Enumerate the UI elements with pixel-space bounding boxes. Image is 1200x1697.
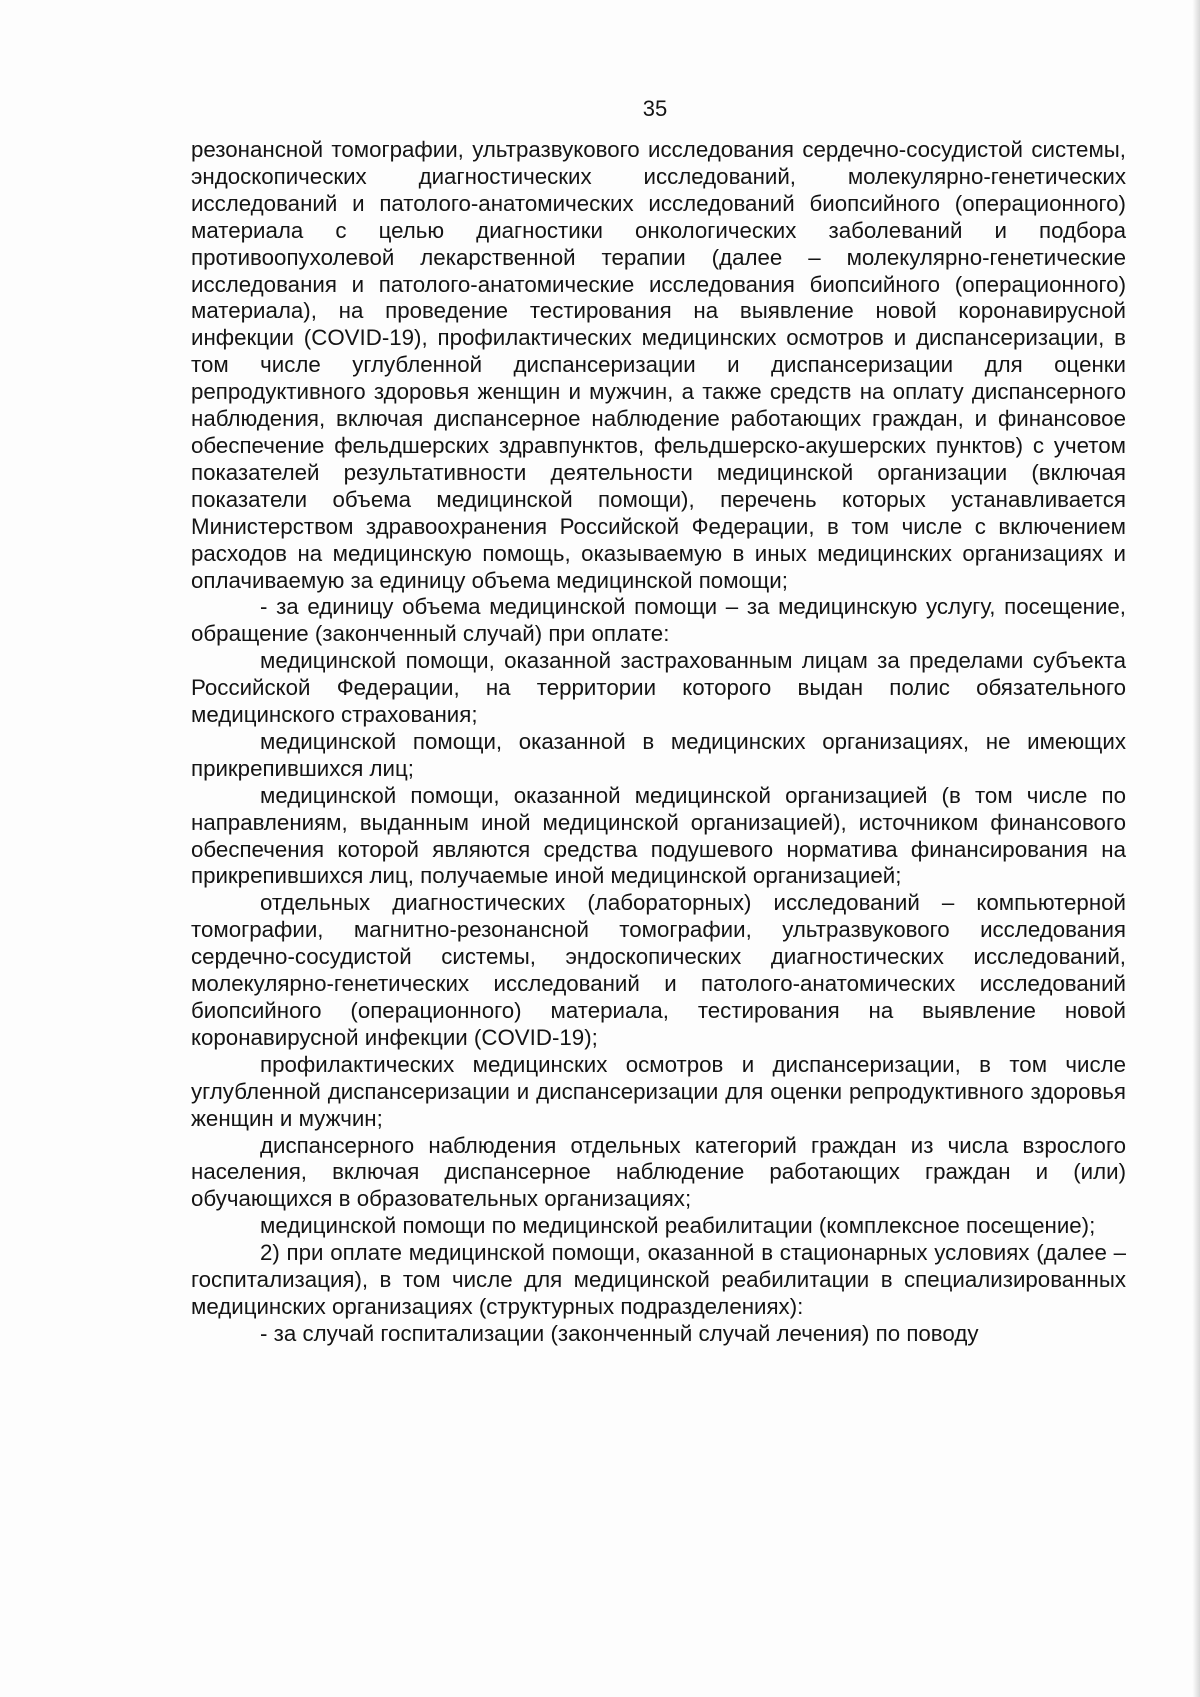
paragraph: медицинской помощи, оказанной застрахованным лицам за пределами субъекта Российской Федерации, на территории которого выдан полис обязательного медицинского страхования;	[191, 648, 1126, 728]
paragraph: отдельных диагностических (лабораторных) исследований – компьютерной томографии, магнитно-резонансной томографии, ультразвукового исследования сердечно-сосудистой системы, эндоскопических диагностических исследований, молекулярно-генетических исследований и патолого-анатомических исследований биопсийного (операционного) материала, тестирования на выявление новой коронавирусной инфекции (COVID-19);	[191, 890, 1126, 1050]
paragraph: диспансерного наблюдения отдельных категорий граждан из числа взрослого населения, включая диспансерное наблюдение работающих граждан и (или) обучающихся в образовательных организациях;	[191, 1132, 1126, 1212]
paragraph: медицинской помощи, оказанной медицинской организацией (в том числе по направлениям, выданным иной медицинской организацией), источником финансового обеспечения которой являются средства подушевого норматива финансирования на прикрепившихся лиц, получаемые иной медицинской организацией;	[191, 782, 1126, 889]
paragraph: 2) при оплате медицинской помощи, оказанной в стационарных условиях (далее – госпитализация), в том числе для медицинской реабилитации в специализированных медицинских организациях (структурных подразделениях):	[191, 1240, 1126, 1319]
paragraph: профилактических медицинских осмотров и диспансеризации, в том числе углубленной диспансеризации и диспансеризации для оценки репродуктивного здоровья женщин и мужчин;	[191, 1051, 1126, 1131]
paragraph: медицинской помощи, оказанной в медицинских организациях, не имеющих прикрепившихся лиц;	[191, 728, 1126, 781]
paragraph: резонансной томографии, ультразвукового исследования сердечно-сосудистой системы, эндоскопических диагностических исследований, молекулярно-генетических исследований и патолого-анатомических исследований биопсийного (операционного) материала с целью диагностики онкологических заболеваний и подбора противоопухолевой лекарственной терапии (далее – молекулярно-генетические исследования и патолого-анатомические исследования биопсийного (операционного) материала), на проведение тестирования на выявление новой коронавирусной инфекции (COVID-19), профилактических медицинских осмотров и диспансеризации, в том числе углубленной диспансеризации и диспансеризации для оценки репродуктивного здоровья женщин и мужчин, а также средств на оплату диспансерного наблюдения, включая диспансерное наблюдение работающих граждан, и финансовое обеспечение фельдшерских здравпунктов, фельдшерско-акушерских пунктов) с учетом показателей результативности деятельности медицинской организации (включая показатели объема медицинской помощи), перечень которых устанавливается Министерством здравоохранения Российской Федерации, в том числе с включением расходов на медицинскую помощь, оказываемую в иных медицинских организациях и оплачиваемую за единицу объема медицинской помощи;	[191, 137, 1126, 593]
paragraph: медицинской помощи по медицинской реабилитации (комплексное посещение);	[260, 1213, 1096, 1239]
paragraph: - за единицу объема медицинской помощи – за медицинскую услугу, посещение, обращение (законченный случай) при оплате:	[191, 594, 1126, 647]
page-edge-shadow	[1192, 0, 1200, 1697]
document-body	[191, 137, 1126, 1348]
page-number: 35	[642, 96, 668, 121]
paragraph: - за случай госпитализации (законченный случай лечения) по поводу	[260, 1320, 979, 1346]
